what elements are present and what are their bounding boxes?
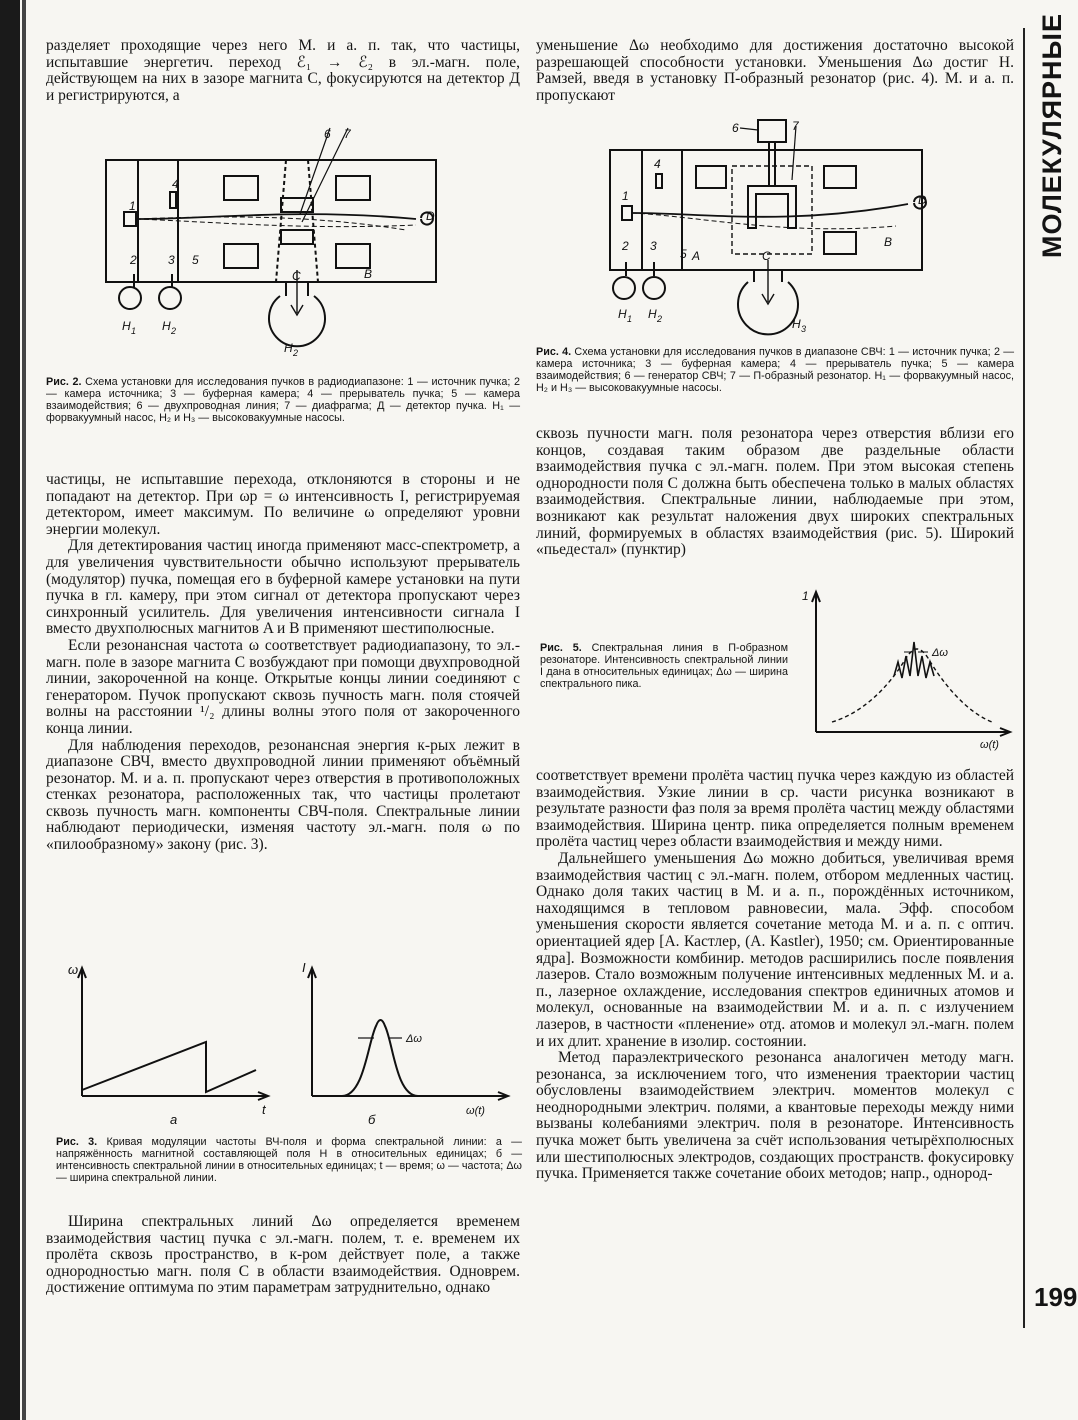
- fig3b-sublabel: б: [368, 1112, 376, 1127]
- fig2-label-H1: H: [122, 319, 131, 333]
- right-paragraph-4: Дальнейшего уменьшения Δω можно добиться, увеличивая время взаимодействия частиц с эл.-магн. полем, отбором медленных частиц. Однако доля таких частиц в М. и а. п., порождённых источником, находящимся в тепловом равновесии, мала. Эфф. способом уменьшения скорости является сочетание метода М. и а. п. с оптич. ориентацией ядер [А. Кастлер, (A. Kastler), 1950; см. Ориентированные ядра]. Возможности комбинир. методов расширились после появления лазеров. Стало возможным получение интенсивных медленных М. и а. п., лазерное охлаждение, исследования спектров единичных атомов и молекул, основанные на взаимодействии М. и а. п. с излучением лазеров, в частности «пленение» отд. атомов и молекул эл.-магн. полем и их длит. хранение в изолир. состоянии.: [536, 849, 1014, 1050]
- fig4-label-B: B: [884, 235, 893, 249]
- right-paragraph-2: сквозь пучности магн. поля резонатора через отверстия вблизи его концов, создавая таким образом две раздельные области взаимодействия пучка с эл.-магн. полем. При этом высокая степень однородности поля C должна быть обеспечена только в малых областях взаимодействия. Спектральные линии, наблюдаемые при этом, возникают как результат наложения двух широких спектральных линий, формируемых в областях взаимодействия (рис. 5). Широкий «пьедестал» (пунктир): [536, 425, 1014, 559]
- figure-5: [796, 586, 1018, 752]
- fig4-label-1: 1: [622, 189, 629, 203]
- figure-4-diagram: [536, 116, 1014, 342]
- fig3a-sawtooth: [82, 1042, 256, 1092]
- right-column-body: [536, 768, 1014, 1183]
- svg-text:3: 3: [801, 324, 807, 334]
- svg-text:1: 1: [131, 326, 137, 336]
- fig3b-peak: [342, 1020, 418, 1096]
- page-left-edge-shadow: [22, 0, 26, 1420]
- fig3b-ylabel: I: [302, 960, 306, 975]
- fig5-xlabel: ω(t): [980, 739, 999, 751]
- fig4-label-C: C: [762, 249, 771, 263]
- svg-text:2: 2: [171, 326, 177, 336]
- svg-text:2: 2: [293, 348, 299, 358]
- fig2-label-7: 7: [344, 127, 351, 141]
- running-head: МОЛЕКУЛЯРНЫЕ: [1036, 12, 1067, 258]
- figure-4: [536, 116, 1014, 342]
- fig4-label-H2: H: [648, 307, 657, 321]
- fig2-label-C: C: [292, 269, 301, 283]
- fig4-label-7: 7: [792, 119, 799, 133]
- right-column-top: [536, 38, 1014, 104]
- fig5-y-tick: 1: [802, 589, 809, 603]
- right-paragraph-1: уменьшение Δω необходимо для достижения достаточно высокой разрешающей способности установки. Уменьшения Δω достиг Н. Рамзей, введя в установку П-образный резонатор (рис. 4). М. и а. п. пропускают: [536, 37, 1014, 104]
- fig2-label-3: 3: [168, 253, 175, 267]
- fig2-label-4: 4: [172, 177, 179, 191]
- right-paragraph-3: соответствует времени пролёта частиц пучка через каждую из областей взаимодействия. Узкие линии в ср. части рисунка возникают в результате разности фаз поля за время пролёта частиц между областями взаимодействия. Ширина центр. пика определяется полным временем пролёта частиц через области взаимодействия и между ними.: [536, 767, 1014, 851]
- left-paragraph-3: Для детектирования частиц иногда применяют масс-спектрометр, а для увеличения чувствительности обычно используют прерыватель (модулятор) пучка, помещая его в буферной камере установки на пути пучка в гл. камеру, при этом сигнал от детектора пропускают через синхронный усилитель. Для увеличения интенсивности сигнала I вместо двухполюсных магнитов A и B применяют шестиполюсные.: [46, 537, 520, 638]
- fig2-label-1: 1: [129, 199, 136, 213]
- left-column-bottom: [46, 1214, 520, 1297]
- figure-4-caption: Рис. 4. Схема установки для исследования пучков в диапазоне СВЧ: 1 — источник пучка; 2 — камера источника; 3 — буферная камера; 4 — прерыватель пучка; 5 — камера взаимодействия; 6 — генератор СВЧ; 7 — П-образный резонатор. H₁ — форвакуумный насос, H₂ и H₃ — высоковакуумные насосы.: [536, 346, 1015, 394]
- figure-3-chart: [46, 956, 520, 1132]
- fig3b-width-label: Δω: [406, 1033, 422, 1045]
- fig3b-xlabel: ω(t): [466, 1105, 485, 1117]
- figure-3-caption: Рис. 3. Кривая модуляции частоты ВЧ-поля и форма спектральной линии: а — напряжённость магнитной составляющей поля H в относительных единицах; б — интенсивность спектральной линии в относительных единицах; t — время; ω — частота; Δω — ширина спектральной линии.: [56, 1136, 522, 1184]
- running-head-rule: [1023, 28, 1025, 1328]
- svg-text:1: 1: [627, 314, 633, 324]
- fig3a-xlabel: t: [262, 1102, 266, 1117]
- fig4-label-5: 5: [680, 247, 687, 261]
- fig2-label-H2: H: [162, 319, 171, 333]
- fig2-label-2: 2: [130, 253, 137, 267]
- fig4-label-4: 4: [654, 157, 661, 171]
- fig3a-ylabel: ω: [68, 962, 79, 977]
- left-paragraph-4: Если резонансная частота ω соответствует радиодиапазону, то эл.-магн. поле в зазоре магнита C возбуждают при помощи двухпроводной линии, закороченной на конце. Открытые концы линии соединяют с генератором. Пучок пропускают сквозь пучность магн. поля стоячей волны на расстоянии ¹/₂ длины волны этого поля от закороченного конца линии.: [46, 636, 520, 737]
- fig3a-sublabel: а: [170, 1112, 178, 1127]
- figure-2-diagram: [46, 118, 520, 370]
- left-paragraph-2: частицы, не испытавшие перехода, отклоняются в стороны и не попадают на детектор. При ωр = ω интенсивность I, регистрируемая детектором, имеет максимум. По величине ω определяют уровни энергии молекул.: [46, 471, 521, 538]
- fig4-label-H3: H: [792, 317, 801, 331]
- fig4-label-6: 6: [732, 121, 739, 135]
- fig2-label-D: D: [426, 209, 435, 223]
- left-paragraph-5: Для наблюдения переходов, резонансная энергия к-рых лежит в диапазоне СВЧ, вместо двухпроводной линии применяют объёмный резонатор. М. и а. п. пропускают через отверстия в противоположных стенках резонатора, расположенных так, что частицы пролетают сквозь пучность магн. компоненты СВЧ-поля. Спектральные линии наблюдают периодически, изменяя частоту эл.-магн. поля ω по «пилообразному» закону (рис. 3).: [46, 736, 520, 854]
- fig4-label-H1: H: [618, 307, 627, 321]
- fig4-label-2: 2: [622, 239, 629, 253]
- fig2-label-5: 5: [192, 253, 199, 267]
- left-paragraph-6: Ширина спектральных линий Δω определяется временем взаимодействия частиц пучка с эл.-магн. полем, т. е. временем их пролёта сквозь пространство, в к-ром действует поле, а также однородностью магн. поля C в области взаимодействия. Одноврем. достижение оптимума по этим параметрам затруднительно, однако: [46, 1213, 520, 1297]
- figure-5-caption: Рис. 5. Спектральная линия в П-образном резонаторе. Интенсивность спектральной линии I дана в относительных единицах; Δω — ширина спектрального пика.: [540, 642, 788, 690]
- figure-2-caption: Рис. 2. Схема установки для исследования пучков в радиодиапазоне: 1 — источник пучка; 2 — камера источника; 3 — буферная камера; 4 — прерыватель пучка; 5 — камера взаимодействия; 6 — двухпроводная линия; 7 — диафрагма; Д — детектор пучка. H₁ — форвакуумный насос, H₂ и H₃ — высоковакуумные насосы.: [46, 376, 520, 424]
- svg-text:2: 2: [657, 314, 663, 324]
- fig2-label-B: B: [364, 267, 373, 281]
- fig5-width-label: Δω: [932, 647, 948, 659]
- fig4-label-A: A: [692, 249, 701, 263]
- left-column-top: [46, 38, 520, 104]
- right-paragraph-5: Метод параэлектрического резонанса аналогичен методу магн. резонанса, за исключением того, что изменения траектории частиц обусловлены взаимодействием электрич. моментов молекул с неоднородными электрич. полями, а квантовые переходы между ними вызваны колебаниями электрич. поля в резонаторе. Интенсивность пучка может быть увеличена за счёт использования четырёхполюсных или шестиполюсных электродов, создающих пространств. фокусировку пучка. Применяется также сочетание обоих методов; напр., однород-: [536, 1049, 1014, 1183]
- fig4-label-D: D: [918, 193, 927, 207]
- page-number: 199: [1034, 1282, 1078, 1312]
- right-column-mid: [536, 426, 1014, 559]
- figure-2: [46, 118, 520, 370]
- left-paragraph-1: разделяет проходящие через него М. и а. п. так, что частицы, испытавшие энергетич. переход ℰ₁ → ℰ₂ в эл.-магн. поле, действующем на них в зазоре магнита C, фокусируются на детектор Д и регистрируются, а: [46, 37, 520, 104]
- fig2-label-6: 6: [324, 127, 331, 141]
- left-column-body: [46, 472, 520, 854]
- fig2-label-H3: H: [284, 341, 293, 355]
- fig4-label-3: 3: [650, 239, 657, 253]
- page-left-edge: [0, 0, 20, 1420]
- fig5-peaks: [894, 642, 934, 678]
- figure-3: [46, 956, 520, 1132]
- figure-5-chart: [796, 586, 1018, 752]
